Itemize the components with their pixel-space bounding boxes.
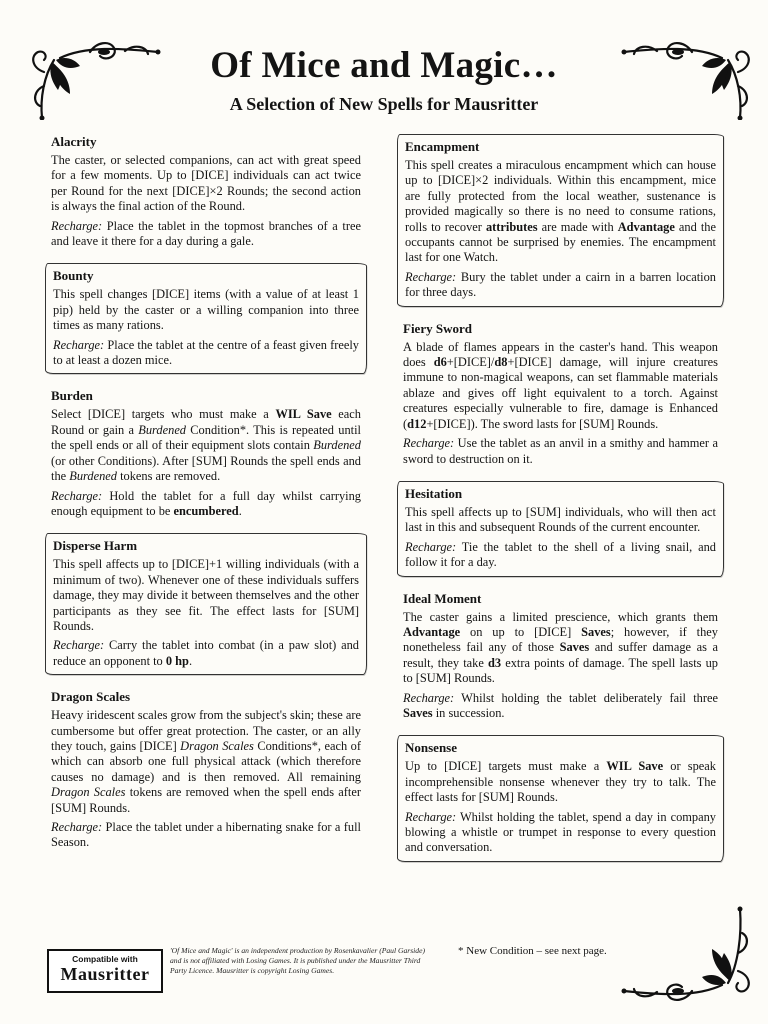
spell-recharge bbox=[405, 270, 716, 301]
text-run: each Round or gain a bbox=[51, 407, 362, 437]
spell-entry-bounty bbox=[45, 263, 367, 374]
text-run: Place the tablet under a hibernating snake for a full Season. bbox=[51, 820, 361, 850]
spell-entry-encampment bbox=[397, 134, 724, 307]
left-spell-column bbox=[45, 134, 367, 865]
text-run: and suffer damage as a result, they take bbox=[403, 640, 718, 670]
text-run: +[DICE]). The sword lasts for [SUM] Rounds. bbox=[426, 416, 659, 431]
spell-recharge bbox=[51, 820, 361, 851]
bold-term: WIL Save bbox=[606, 759, 664, 774]
text-run: tokens are removed. bbox=[116, 469, 221, 484]
spell-entry-burden bbox=[45, 388, 367, 519]
bold-term: attributes bbox=[485, 219, 538, 234]
text-run: The caster gains a limited prescience, which grants them bbox=[403, 609, 718, 624]
text-run: ; however, if they nonetheless fail any of those bbox=[403, 624, 718, 655]
spell-name: Fiery Sword bbox=[403, 320, 472, 336]
page-title: Of Mice and Magic… bbox=[210, 45, 558, 86]
spell-recharge bbox=[405, 810, 716, 856]
bold-term: encumbered bbox=[173, 503, 239, 518]
spell-name: Nonsense bbox=[405, 740, 458, 756]
text-run: The caster, or selected companions, can act with great speed for a few moments. Up to [DICE] individuals can act twice per Round for the next [DICE]×2 Rounds; the second action is always the final action of the Round. bbox=[51, 153, 361, 214]
spell-name: Bounty bbox=[53, 268, 94, 284]
recharge-label: Recharge: bbox=[405, 539, 457, 554]
spell-recharge bbox=[53, 338, 359, 369]
recharge-label: Recharge: bbox=[405, 269, 457, 284]
spell-description bbox=[403, 340, 718, 432]
compatible-with-mausritter-badge bbox=[47, 949, 163, 993]
spell-description bbox=[403, 610, 718, 687]
text-run: on up to [DICE] bbox=[460, 624, 582, 639]
spell-entry-disperse-harm bbox=[45, 533, 367, 675]
spell-entry-nonsense bbox=[397, 735, 724, 861]
spell-entry-fiery-sword bbox=[397, 321, 724, 467]
bold-term: d8 bbox=[494, 355, 508, 370]
text-run: This spell creates a miraculous encampment which can house up to [DICE]×2 individuals. Within this encampment, mice are fully protected from the local weather, sustenance is provided magically so there is no need to consume rations, rolls to recover bbox=[405, 158, 716, 234]
legal-notice: 'Of Mice and Magic' is an independent production by Rosenkavalier (Paul Garside) and is not affiliated with Losing Games. It is published under the Mausritter Third Party Licence. Mausritter is copyright Losing Games. bbox=[170, 946, 425, 975]
spell-name: Burden bbox=[51, 388, 93, 404]
text-run: Carry the tablet into combat (in a paw slot) and reduce an opponent to bbox=[53, 638, 359, 668]
italic-term: Burdened bbox=[313, 438, 361, 453]
text-run: +[DICE] damage, will injure creatures immune to non-magical weapons, can set flammable materials ablaze and gives off light equivalent to a torch. Against creatures especially vulnerable to fire, damage is Enhanced ( bbox=[403, 355, 718, 431]
text-run: Place the tablet at the centre of a feast given freely to at least a dozen mice. bbox=[53, 337, 359, 368]
text-run: Tie the tablet to the shell of a living snail, and follow it for a day. bbox=[405, 539, 716, 570]
spell-recharge bbox=[405, 540, 716, 571]
text-run: Whilst holding the tablet, spend a day in company blowing a whistle or trumpet in response to every question and conversation. bbox=[405, 809, 716, 855]
recharge-label: Recharge: bbox=[403, 690, 455, 705]
text-run: and the occupants cannot be surprised by enemies. The encampment last for one Watch. bbox=[405, 219, 716, 265]
spell-description bbox=[51, 153, 361, 215]
text-run: Whilst holding the tablet deliberately fail three bbox=[454, 690, 718, 705]
spell-recharge bbox=[51, 489, 361, 520]
spell-name: Ideal Moment bbox=[403, 590, 482, 606]
text-run: Select [DICE] targets who must make a bbox=[51, 407, 276, 422]
text-run: Hold the tablet for a full day whilst carrying enough equipment to be bbox=[51, 488, 361, 518]
text-run: Use the tablet as an anvil in a smithy and hammer a sword to destruction on it. bbox=[403, 436, 718, 466]
bold-term: Saves bbox=[403, 705, 433, 720]
bold-term: d12 bbox=[407, 416, 427, 431]
text-run: Heavy iridescent scales grow from the subject's skin; these are cumbersome but offer great protection. The caster, or an ally they touch, gains [DICE] bbox=[51, 708, 361, 753]
spell-entry-dragon-scales bbox=[45, 689, 367, 851]
new-condition-footnote: * New Condition – see next page. bbox=[458, 945, 607, 957]
text-run: tokens are removed when the spell ends after [SUM] Rounds. bbox=[51, 785, 361, 815]
italic-term: Dragon Scales bbox=[180, 738, 254, 753]
spell-description bbox=[405, 759, 716, 805]
spell-name: Encampment bbox=[405, 139, 480, 154]
recharge-label: Recharge: bbox=[51, 218, 103, 233]
text-run: This spell affects up to [DICE]+1 willing individuals (with a minimum of two). Whenever one of these individuals suffers damage, they may divide it between themselves and the other participants as they see fit. The effect lasts for [SUM] Rounds. bbox=[53, 557, 359, 633]
spell-recharge bbox=[51, 219, 361, 250]
text-run: (or other Conditions). After [SUM] Rounds the spell ends and the bbox=[51, 453, 361, 484]
recharge-label: Recharge: bbox=[405, 809, 457, 824]
text-run: Place the tablet in the topmost branches of a tree and leave it there for a day during a gale. bbox=[51, 218, 361, 249]
text-run: Bury the tablet under a cairn in a barren location for three days. bbox=[405, 269, 716, 300]
spell-entry-hesitation bbox=[397, 481, 724, 577]
recharge-label: Recharge: bbox=[53, 337, 105, 352]
bold-term: d3 bbox=[488, 655, 502, 670]
text-run: or speak incomprehensible nonsense whenever they try to talk. The effect lasts for [SUM] Rounds. bbox=[405, 759, 717, 805]
right-spell-column bbox=[397, 134, 724, 876]
text-run: This spell changes [DICE] items (with a value of at least 1 pip) held by the caster or a willing companion into three times as many rations. bbox=[53, 287, 359, 333]
text-run: Conditions*, each of which can absorb one full physical attack (which therefore causes no damage) and is then removed. All remaining bbox=[51, 738, 361, 784]
text-run: extra points of damage. The spell lasts up to [SUM] Rounds. bbox=[403, 655, 718, 686]
italic-term: Burdened bbox=[138, 422, 187, 437]
spell-description bbox=[51, 708, 361, 816]
spell-recharge bbox=[403, 436, 718, 467]
text-run: in succession. bbox=[432, 705, 505, 720]
spell-name: Dragon Scales bbox=[51, 689, 131, 705]
bottom-right-flourish-ornament bbox=[612, 905, 752, 1005]
recharge-label: Recharge: bbox=[53, 638, 105, 653]
text-run: This spell affects up to [SUM] individuals, who will then act last in this and subsequent Rounds of the current encounter. bbox=[405, 504, 716, 535]
bold-term: d6 bbox=[433, 355, 447, 370]
bold-term: Saves bbox=[559, 640, 590, 655]
bold-term: 0 hp bbox=[165, 653, 189, 668]
bold-term: Saves bbox=[581, 624, 611, 639]
text-run: are made with bbox=[537, 219, 618, 234]
bold-term: WIL Save bbox=[275, 407, 332, 422]
spell-name: Alacrity bbox=[51, 134, 97, 149]
spell-entry-ideal-moment bbox=[397, 591, 724, 722]
text-run: Condition*. This is repeated until the spell ends or all of their equipment slots contain bbox=[51, 422, 361, 453]
text-run: . bbox=[238, 503, 242, 518]
spell-description bbox=[51, 407, 361, 484]
spell-entry-alacrity bbox=[45, 134, 367, 249]
spell-description bbox=[53, 557, 359, 634]
spell-recharge bbox=[403, 691, 718, 722]
text-run: A blade of flames appears in the caster's hand. This weapon does bbox=[403, 339, 718, 370]
text-run: Up to [DICE] targets must make a bbox=[405, 759, 607, 774]
badge-caption: Compatible with bbox=[72, 954, 138, 964]
spell-name: Disperse Harm bbox=[53, 538, 138, 554]
text-run: . bbox=[188, 653, 193, 668]
italic-term: Burdened bbox=[69, 469, 117, 484]
italic-term: Dragon Scales bbox=[51, 785, 126, 800]
spell-description bbox=[405, 505, 716, 536]
spell-recharge bbox=[53, 638, 359, 669]
spell-description bbox=[405, 158, 716, 266]
spell-description bbox=[53, 287, 359, 333]
page-subtitle: A Selection of New Spells for Mausritter bbox=[229, 94, 539, 114]
spell-name: Hesitation bbox=[405, 485, 463, 501]
text-run: +[DICE]/ bbox=[446, 355, 495, 370]
badge-logo-text: Mausritter bbox=[60, 964, 150, 984]
bold-term: Advantage bbox=[403, 624, 461, 639]
recharge-label: Recharge: bbox=[51, 488, 103, 503]
recharge-label: Recharge: bbox=[51, 820, 103, 834]
bold-term: Advantage bbox=[617, 219, 675, 234]
recharge-label: Recharge: bbox=[403, 436, 455, 451]
